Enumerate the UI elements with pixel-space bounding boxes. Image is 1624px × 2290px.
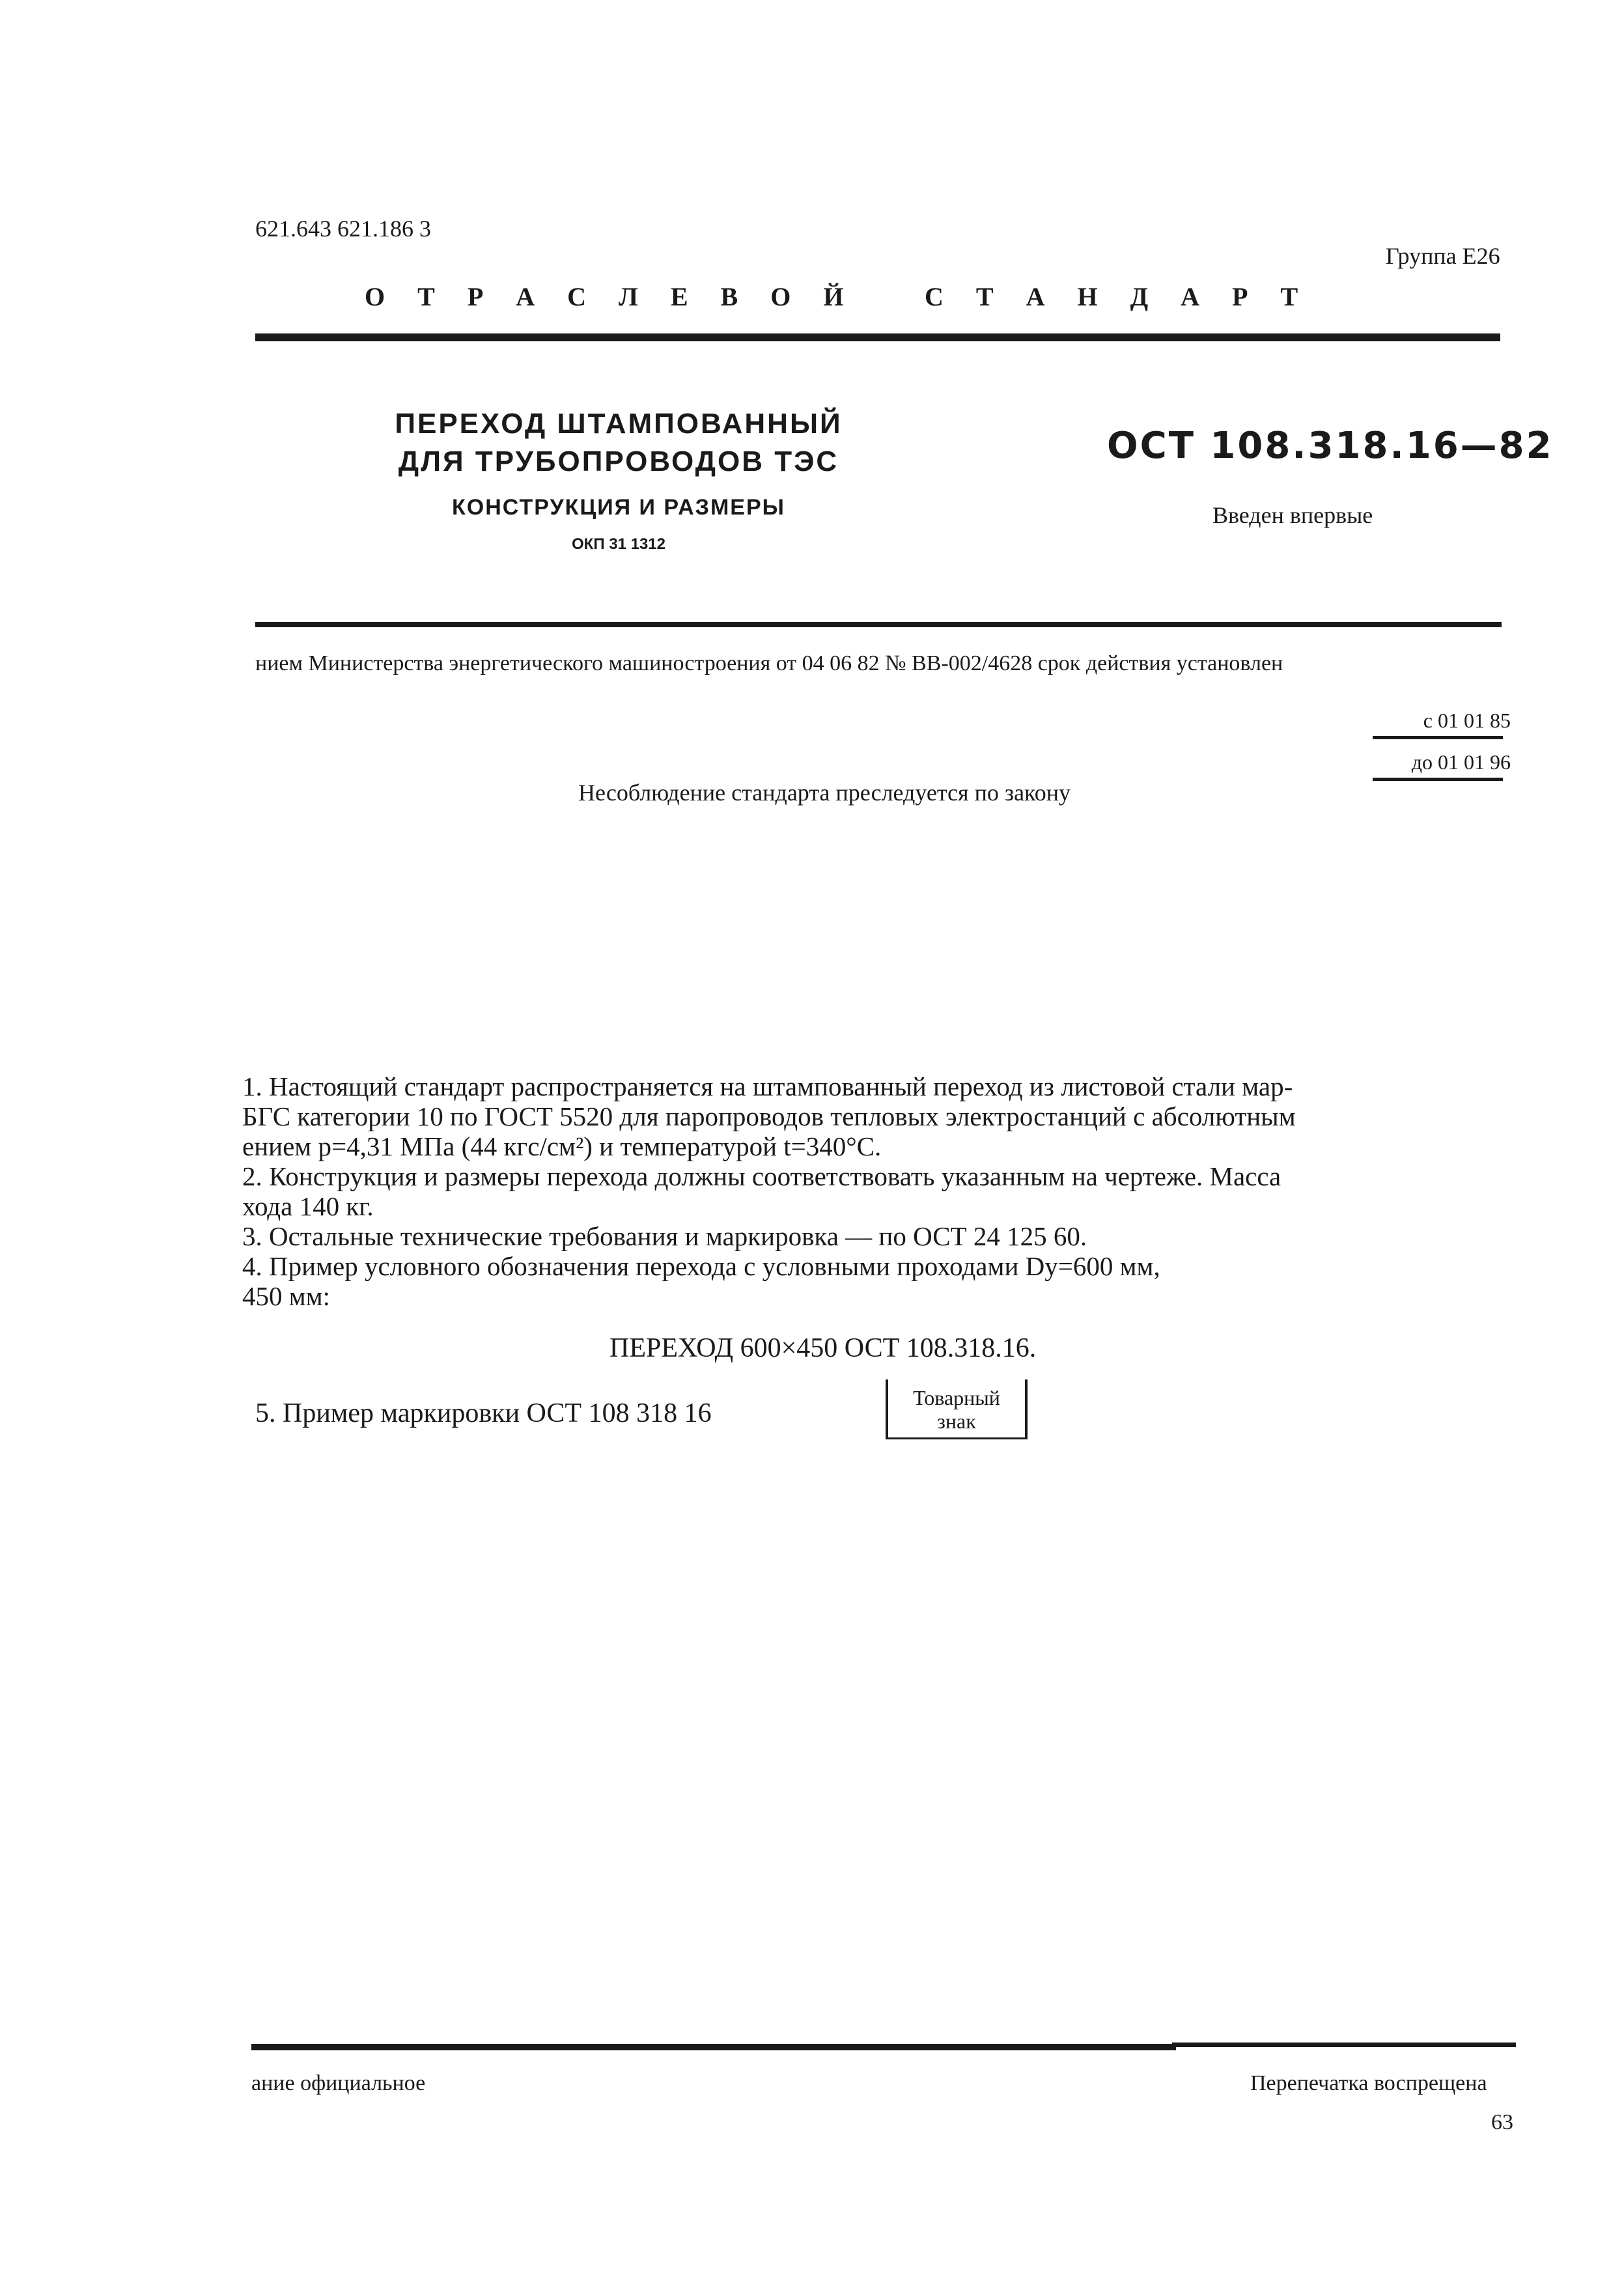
standard-designation: ОСТ 108.318.16—82 [1107,425,1554,467]
example-designation: ПЕРЕХОД 600×450 ОСТ 108.318.16. [609,1333,1037,1363]
spaced-letter: А [516,282,535,311]
spaced-letter: А [1026,282,1045,311]
spaced-letter: С [567,282,587,311]
spaced-letter: Й [823,282,844,311]
valid-from-underline [1373,736,1503,739]
standard-type-word1 [365,281,876,312]
clause-line: 1. Настоящий стандарт распространяется на штампованный переход из листовой стали мар- [242,1071,1293,1101]
group-label: Группа Е26 [1386,243,1500,269]
valid-to-underline [1373,778,1503,781]
spaced-letter: Р [467,282,484,311]
official-edition-note: ание официальное [251,2071,426,2095]
top-rule [255,333,1500,341]
clause-line: 3. Остальные технические требования и маркировка — по ОСТ 24 125 60. [242,1221,1087,1251]
document-subtitle: КОНСТРУКЦИЯ И РАЗМЕРЫ [452,495,785,520]
clause-line: 450 мм: [242,1281,331,1311]
title-line1: ПЕРЕХОД ШТАМПОВАННЫЙ [395,408,843,440]
clause-line: 4. Пример условного обозначения перехода с условными проходами Dу=600 мм, [242,1251,1160,1281]
valid-from: с 01 01 85 [1423,709,1511,732]
footer-rule-left [251,2044,1176,2050]
footer-rule-right [1172,2043,1516,2047]
spaced-letter: А [1181,282,1200,311]
spaced-letter: Е [670,282,688,311]
clauses-block [242,1071,1519,1311]
clause-line: хода 140 кг. [242,1191,374,1221]
spaced-letter: Д [1130,282,1149,311]
page-number: 63 [1491,2110,1513,2134]
spaced-letter: Т [1280,282,1298,311]
spaced-letter: Р [1232,282,1248,311]
spaced-letter: В [720,282,738,311]
reprint-prohibited-note: Перепечатка воспрещена [1250,2071,1487,2095]
trademark-box [886,1379,1028,1439]
clause-line: 2. Конструкция и размеры перехода должны соответствовать указанным на чертеже. Масса [242,1161,1281,1191]
marking-example: 5. Пример маркировки ОСТ 108 318 16 [255,1398,712,1428]
clause-line: БГС категории 10 по ГОСТ 5520 для паропроводов тепловых электростанций с абсолютным [242,1101,1296,1131]
title-line2: ДЛЯ ТРУБОПРОВОДОВ ТЭС [398,445,839,477]
approval-decree: нием Министерства энергетического машиностроения от 04 06 82 № ВВ-002/4628 срок действия установлен [255,651,1283,675]
introduced-note: Введен впервые [1212,502,1373,528]
trademark-line1: Товарный [913,1386,1000,1409]
valid-to: до 01 01 96 [1411,750,1511,774]
spaced-letter: С [925,282,944,311]
spaced-letter: Т [417,282,435,311]
trademark-line2: знак [937,1409,976,1433]
spaced-letter: Н [1077,282,1098,311]
spaced-letter: О [770,282,791,311]
standard-type-word2 [925,281,1330,312]
document-title [365,405,873,481]
udc-code: 621.643 621.186 3 [255,216,431,242]
spaced-letter: О [365,282,385,311]
spaced-letter: Т [975,282,994,311]
spaced-letter: Л [619,282,638,311]
clause-line: ением p=4,31 МПа (44 кгс/см²) и температурой t=340°С. [242,1131,882,1161]
middle-rule [255,622,1502,627]
noncompliance-note: Несоблюдение стандарта преследуется по закону [578,780,1071,806]
okp-code: ОКП 31 1312 [572,535,665,553]
